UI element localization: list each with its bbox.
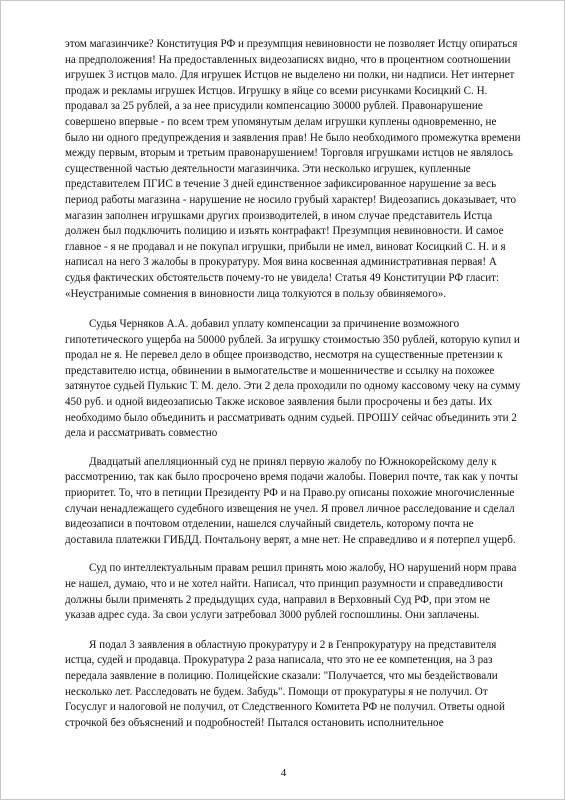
page-body: [65, 37, 523, 731]
paragraph-judge-chernyakov: Судья Черняков А.А. добавил уплату компенсации за причинение возможного гипотетического ущерба на 50000 рублей. За игрушку стоимостью 350 рублей, которую купил и продал не я. Не перевел дело в общее производство, несмотря на существенные претензии к представителю истца, обвинении в вымогательстве и мошенничестве и ссылку на похожее затянутое судьей Пулькис Т. М. дело. Эти 2 дела проходили по одному кассовому чеку на сумму 450 руб. и одной видеозаписью Также исковое заявления были просрочены и без даты. Их необходимо было объединить и рассматривать одним судьей. ПРОШУ сейчас объединить эти 2 дела и рассматривать совместно: [65, 318, 521, 440]
paragraph-ip-court: Суд по интеллектуальным правам решил принять мою жалобу, НО нарушений норм права не нашел, думаю, что и не хотел найти. Написал, что принцип разумности и справедливости должны были применять 2 предыдущих суда, направил в Верховный Суд РФ, при этом не указав адрес суда. За свои услуги затребовал 3000 рублей госпошлины. Они заплачены.: [65, 562, 517, 622]
paragraph-prosecutor-complaints: Я подал 3 заявления в областную прокуратуру и 2 в Генпрокуратуру на представителя истца, судей и продавца. Прокуратура 2 раза написала, что это не ее компетенция, на 3 раз передала заявление в полицию. Полицейские сказали: "Получается, что мы бездействовали несколько лет. Расследовать не будем. Забудь". Помощи от прокуратуры я не получил. От Госуслуг и налоговой не получил, от Следственного Комитета РФ не получил. Ответы одной строчкой без объяснений и подробностей! Пытался остановить исполнительное: [65, 638, 505, 729]
paragraph-appeal-court: Двадцатый апелляционный суд не принял первую жалобу по Южнокорейскому делу к рассмотрению, так как было просрочено время подачи жалобы. Поверил почте, так как у почты приоритет. То, что в петиции Президенту РФ и на Право.ру описаны похожие многочисленные случаи ненадлежащего судебного извещения не учел. Я провел личное расследование и сделал видеозапиcи в почтовом отделении, нашелся случайный свидетель, которому почта не доставила платежки ГИБДД. Почтальону верят, а мне нет. Не справедливо и я потерпел ущерб.: [65, 455, 518, 546]
paragraph-constitution-presumption: этом магазинчике? Конституция РФ и презумпция невиновности не позволяет Истцу опираться на предположения! На предоставленных видеозаписях видно, что в процентном соотношении игрушек 3 истцов мало. Для игрушек Истцов не выделено ни полки, ни надписи. Нет интернет продаж и рекламы игрушек Истцов. Игрушку в яйце со всеми рисунками Косицкий С. Н. продавал за 25 рублей, а за нее присудили компенсацию 30000 рублей. Правонарушение совершено впервые - по всем трем упомянутым делам игрушки куплены одновременно, не было ни одного предупреждения и заявления прав! Не было необходимого промежутка времени между первым, вторым и третьим правонарушением! Торговля игрушками истцов не являлось существенной частью деятельности магазинчика. Эти несколько игрушек, купленные представителем ПГИС в течение 3 дней единственное зафиксированное нарушение за весь период работы магазина - нарушение не носило грубый характер! Видеозапись доказывает, что магазин заполнен игрушками других производителей, в ином случае представитель Истца должен был подключить полицию и изъять контрафакт! Презумпция невиновности. И самое главное - я не продавал и не покупал игрушки, прибыли не имел, виноват Косицкий С. Н. и я написал на него 3 жалобы в прокуратуру. Моя вина косвенная административная первая! А судья фактических обстоятельств почему-то не увидела! Статья 49 Конституции РФ гласит: «Неустранимые сомнения в виновности лица толкуются в пользу обвиняемого».: [65, 38, 521, 300]
page-number: 4: [280, 767, 287, 779]
